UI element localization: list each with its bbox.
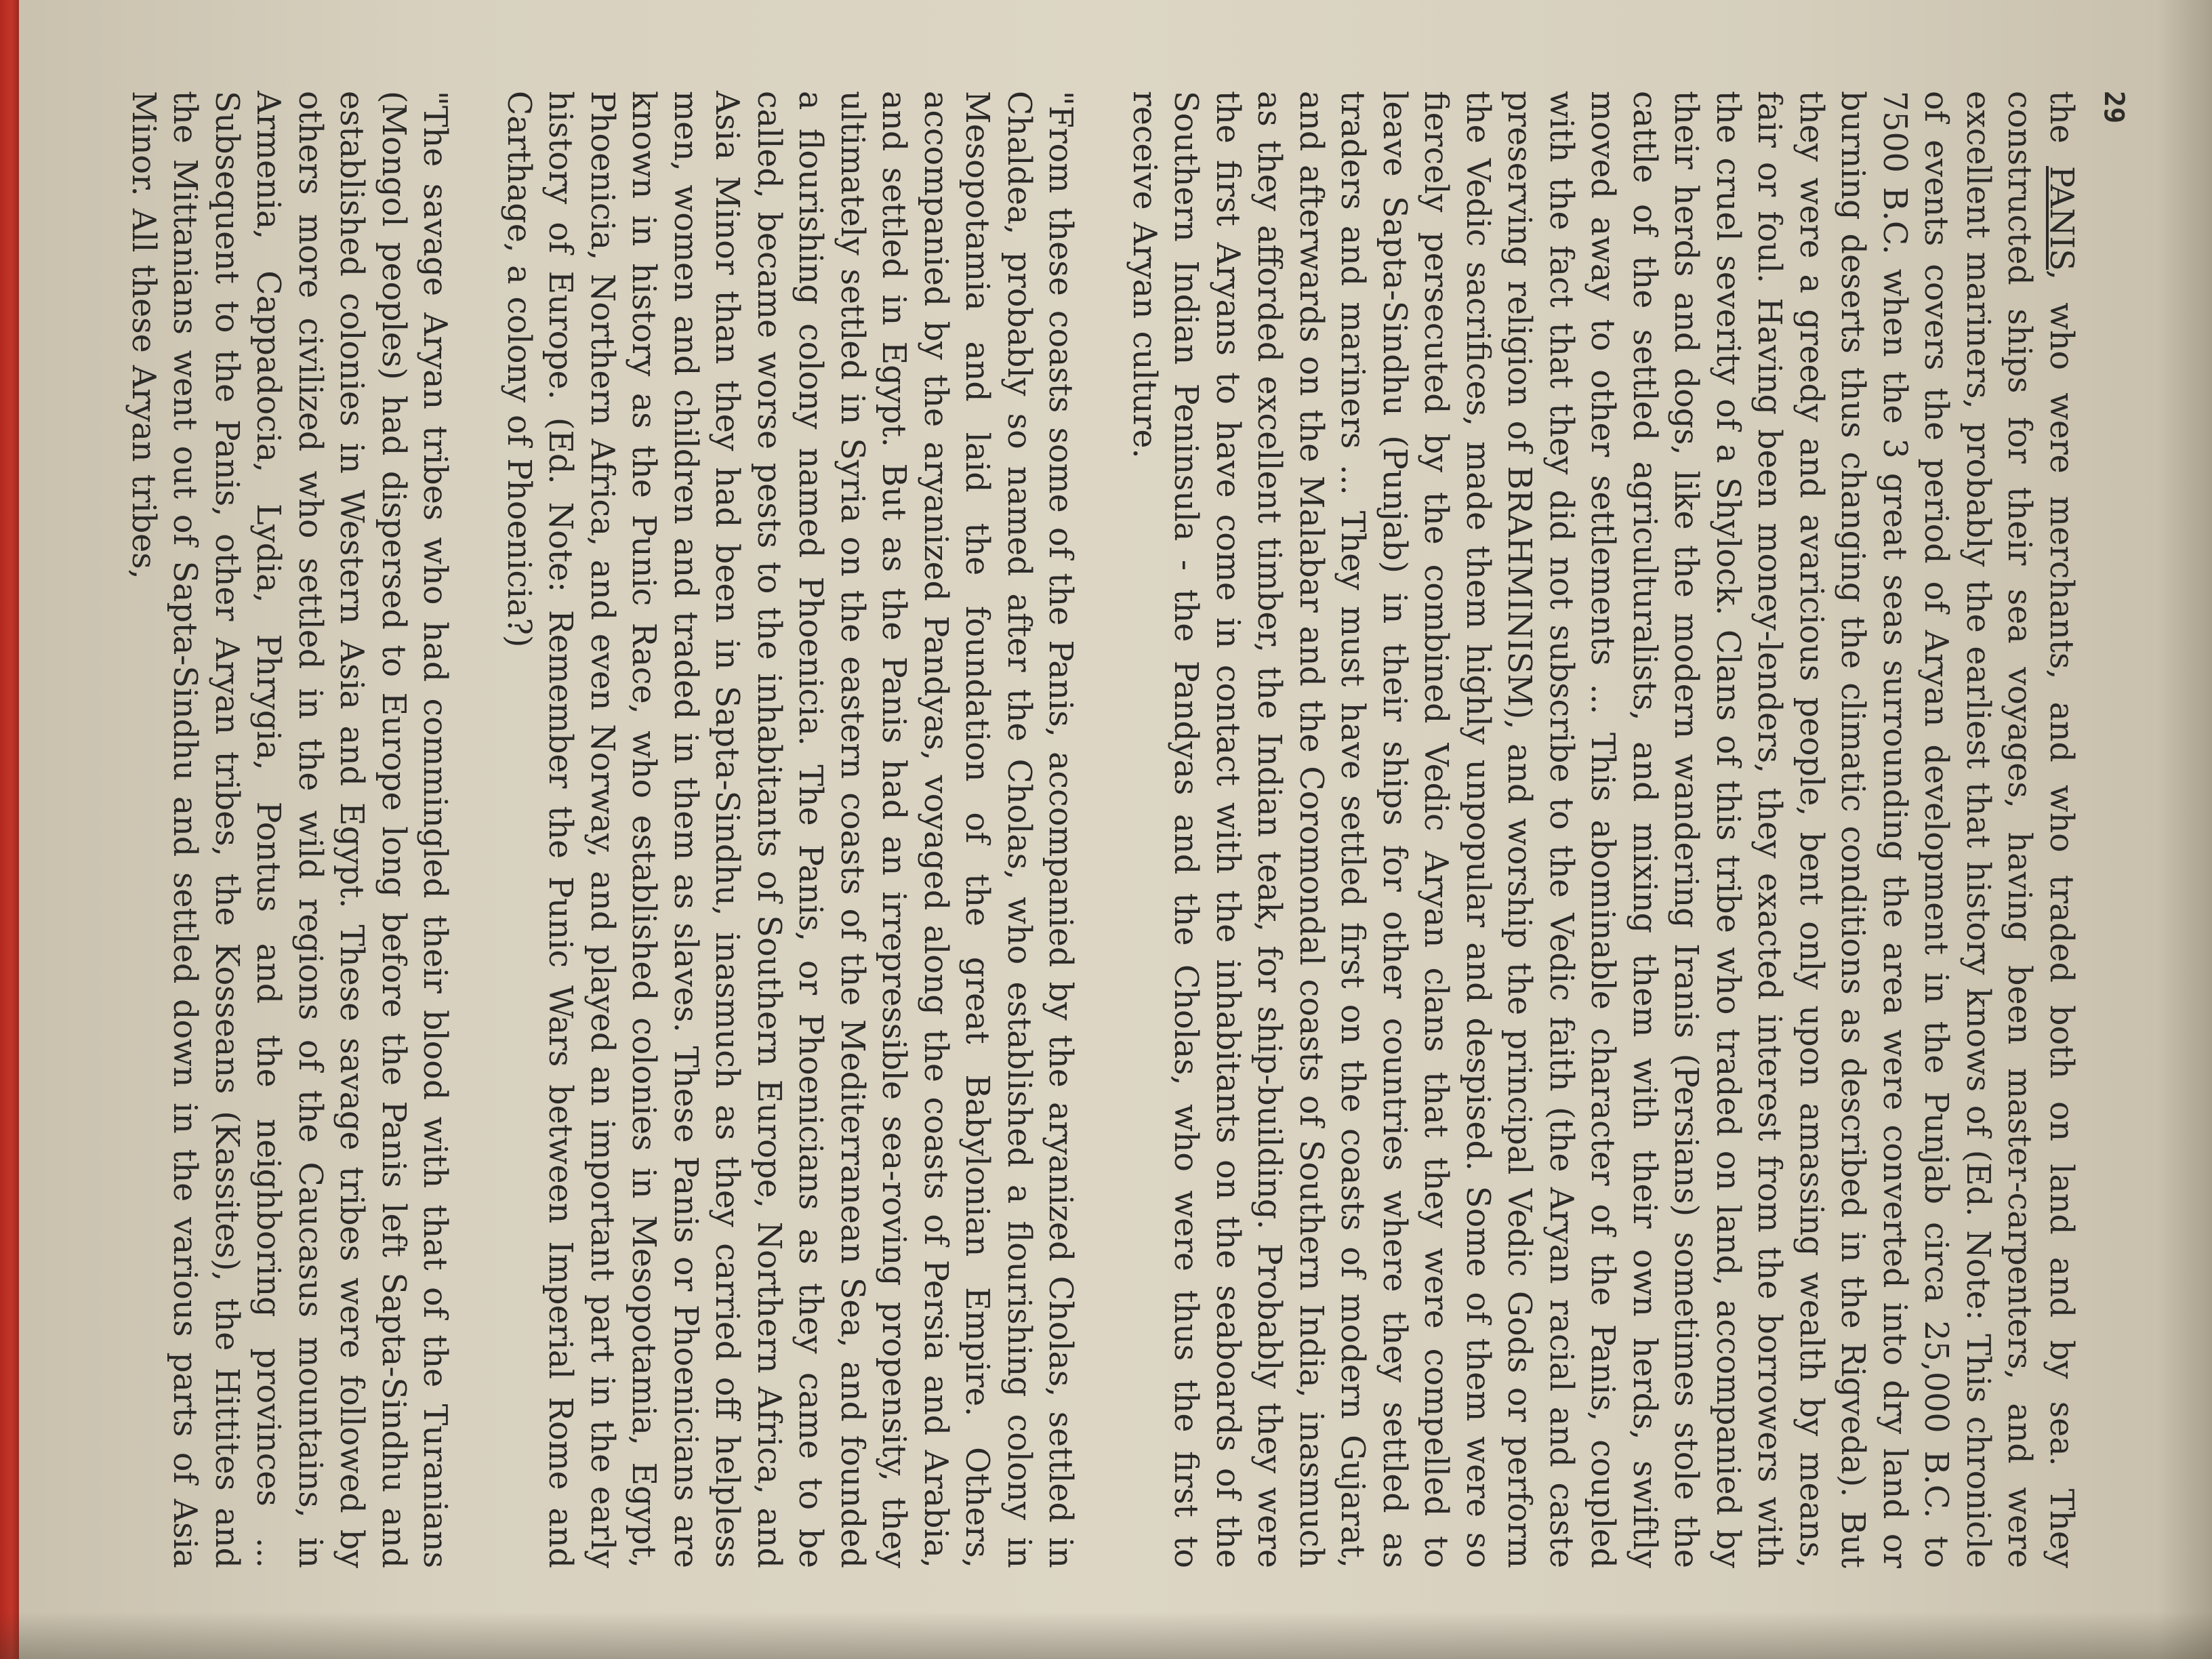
- paragraph-1: [1124, 91, 2083, 1568]
- paragraph-1-text: , who were merchants, and who traded both on land and by sea. They constructed ships for their sea voyages, having been master-carpenters, and were excellent mariners, probably the earliest that history knows of (Ed. Note: This chronicle of events covers the period of Aryan development in the Punjab circa 25,000 B.C. to 7500 B.C. when the 3 great seas surrounding the area were converted into dry land or burning deserts thus changing the climatic conditions as described in the Rigveda). But they were a greedy and avaricious people, bent only upon amassing wealth by means, fair or foul. Having been money-lenders, they exacted interest from the borrowers with the cruel severity of a Shylock. Clans of this tribe who traded on land, accompanied by their herds and dogs, like the modern wandering Iranis (Persians) sometimes stole the cattle of the settled agriculturalists, and mixing them with their own herds, swiftly moved away to other settlements ... This abominable character of the Panis, coupled with the fact that they did not subscribe to the Vedic faith (the Aryan racial and caste preserving religion of BRAHMINISM), and worship the principal Vedic Gods or perform the Vedic sacrifices, made them highly unpopular and despised. Some of them were so fiercely persecuted by the combined Vedic Aryan clans that they were compelled to leave Sapta-Sindhu (Punjab) in their ships for other countries where they settled as traders and mariners ... They must have settled first on the coasts of modern Gujarat, and afterwards on the Malabar and the Coromondal coasts of Southern India, inasmuch as they afforded excellent timber, the Indian teak, for ship-building. Probably they were the first Aryans to have come in contact with the inhabitants on the seaboards of the Southern Indian Peninsula - the Pandyas and the Cholas, who were thus the first to receive Aryan culture.: [1126, 91, 2080, 1568]
- paragraph-3: [123, 91, 456, 1568]
- book-page: [69, 50, 2143, 1609]
- page-shadow-bottom: [0, 1612, 2212, 1659]
- paragraph-1-lead: PANIS: [2043, 165, 2080, 270]
- paragraph-2: [498, 91, 1082, 1568]
- paragraph-1-pre: the: [2043, 91, 2080, 166]
- paragraph-2-text: "From these coasts some of the Panis, accompanied by the aryanized Cholas, settled in Chaldea, probably so named after the Cholas, who established a flourishing colony in Mesopotamia and laid the foundation of the great Babylonian Empire. Others, accompanied by the aryanized Pandyas, voyaged along the coasts of Persia and Arabia, and settled in Egypt. But as the Panis had an irrepressible sea-roving propensity, they ultimately settled in Syria on the eastern coasts of the Mediterranean Sea, and founded a flourishing colony named Phoenicia. The Panis, or Phoenicians as they came to be called, became worse pests to the inhabitants of Southern Europe, Northern Africa, and Asia Minor than they had been in Sapta-Sindhu, inasmuch as they carried off helpless men, women and children and traded in them as slaves. These Panis or Phoenicians are known in history as the Punic Race, who established colonies in Mesopotamia, Egypt, Phoenicia, Northern Africa, and even Norway, and played an important part in the early history of Europe. (Ed. Note: Remember the Punic Wars between Imperial Rome and Carthage, a colony of Phoenicia?): [500, 91, 1080, 1568]
- page-number: 29: [2098, 91, 2129, 124]
- paragraph-3-text: "The savage Aryan tribes who had commingled their blood with that of the Turanians (Mongol peoples) had dispersed to Europe long before the Panis left Sapta-Sindhu and established colonies in Western Asia and Egypt. These savage tribes were followed by others more civilized who settled in the wild regions of the Caucasus mountains, in Armenia, Cappadocia, Lydia, Phrygia, Pontus and the neighboring provinces ... Subsequent to the Panis, other Aryan tribes, the Kosseans (Kassites), the Hittites and the Mittanians went out of Sapta-Sindhu and settled down in the various parts of Asia Minor. All these Aryan tribes,: [125, 91, 454, 1568]
- page-shadow-right: [2158, 0, 2212, 1659]
- red-cover-edge: [0, 0, 19, 1659]
